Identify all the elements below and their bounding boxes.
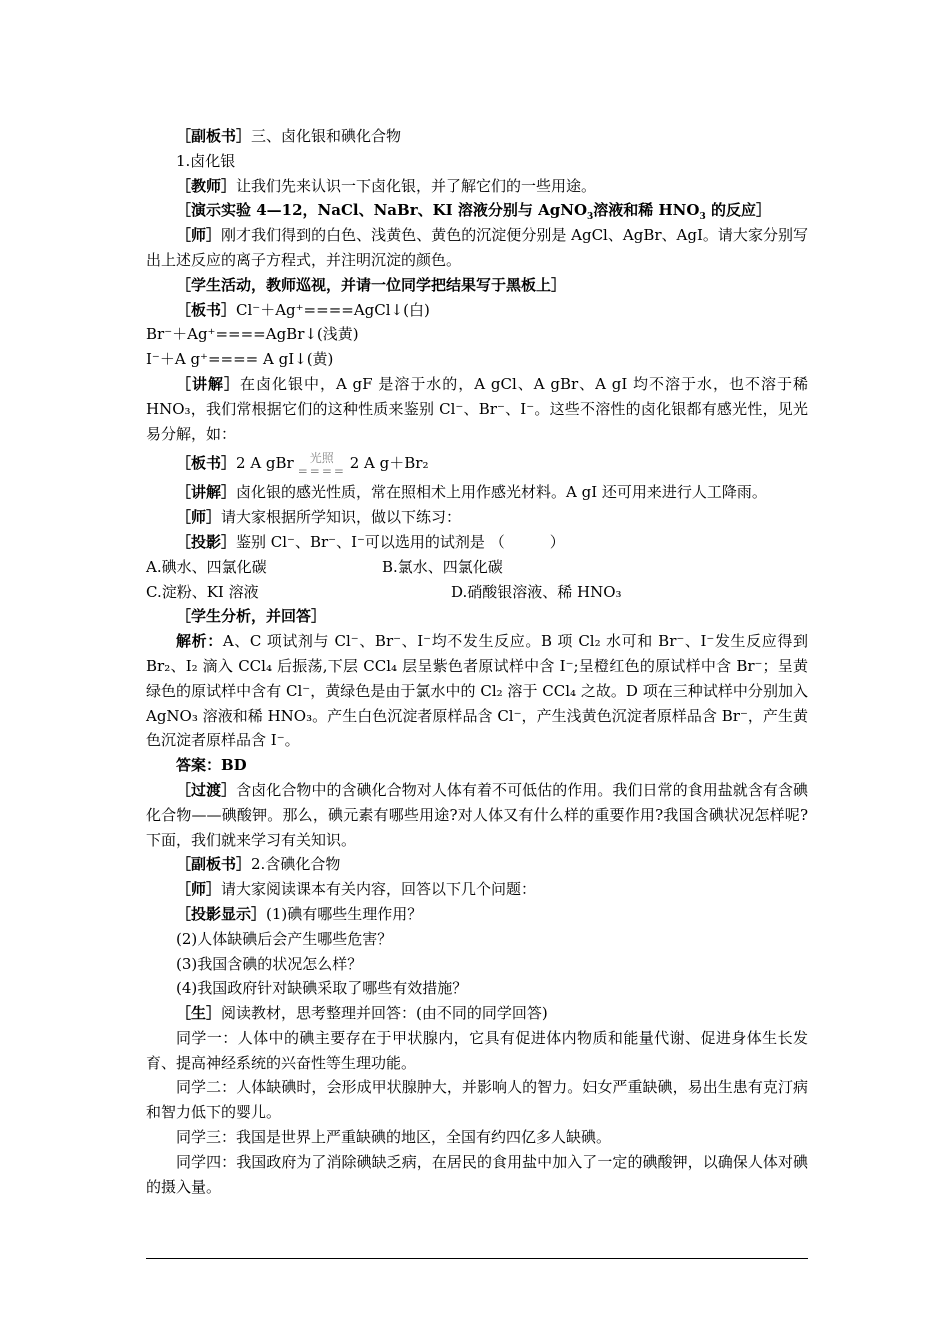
sub-board-heading: ［副板书］三、卤化银和碘化合物 <box>176 127 402 145</box>
teacher-line: ［教师］让我们先来认识一下卤化银，并了解它们的一些用途。 <box>176 176 597 195</box>
footer-rule <box>146 1258 808 1259</box>
equation-3: I⁻＋A g⁺==== A gI↓(黄) <box>146 350 334 369</box>
equation-4: ［板书］2 A gBr 光照 ==== 2 A g＋Br₂ <box>176 451 429 479</box>
student-reading: ［生］阅读教材，思考整理并回答：(由不同的同学回答) <box>176 1004 548 1023</box>
explanation-line: ［讲解］卤化银的感光性质，常在照相术上用作感光材料。A gI 还可用来进行人工降雨。 <box>176 483 767 502</box>
projection-display: ［投影显示］(1)碘有哪些生理作用？ <box>176 904 423 923</box>
analysis-paragraph: 解析：A、C 项试剂与 Cl⁻、Br⁻、I⁻均不发生反应。B 项 Cl₂ 水可和 Br⁻、I⁻发生反应得到 Br₂、I₂ 滴入 CCl₄ 后振荡,下层 CCl₄ 层呈紫色者原试样中含 I⁻;呈橙红色的原试样中含 Br⁻；呈黄绿色的原试样中含有 Cl⁻，黄绿色是由于氯水中的 Cl₂ 溶于 CCl₄ 之故。D 项在三种试样中分别加入 AgNO₃ 溶液和稀 HNO₃。产生白色沉淀者原样品含 Cl⁻，产生浅黄色沉淀者原样品含 Br⁻，产生黄色沉淀者原样品含 I⁻。 <box>146 632 808 750</box>
sub-board-heading-2: ［副板书］2.含碘化合物 <box>176 855 341 874</box>
student-answer-1: 同学一：人体中的碘主要存在于甲状腺内，它具有促进体内物质和能量代谢、促进身体生长发育、提高神经系统的兴奋性等生理功能。 <box>146 1028 808 1072</box>
student-analysis: ［学生分析，并回答］ <box>176 607 327 626</box>
teacher-exercise: ［师］请大家根据所学知识，做以下练习： <box>176 508 462 527</box>
option-a: A.碘水、四氯化碳 <box>146 557 267 576</box>
student-answer-3: 同学三：我国是世界上严重缺碘的地区，全国有约四亿多人缺碘。 <box>176 1128 612 1147</box>
student-answer-4: 同学四：我国政府为了消除碘缺乏病，在居民的食用盐中加入了一定的碘酸钾，以确保人体对碘的摄入量。 <box>146 1152 808 1196</box>
options-row-2 <box>146 580 808 605</box>
student-answer-2: 同学二：人体缺碘时，会形成甲状腺肿大，并影响人的智力。妇女严重缺碘，易出生患有克汀病和智力低下的婴儿。 <box>146 1078 808 1122</box>
option-c: C.淀粉、KI 溶液 <box>146 582 259 601</box>
equation-1: ［板书］Cl⁻＋Ag⁺====AgCl↓(白) <box>176 300 430 319</box>
teacher-reading: ［师］请大家阅读课本有关内容，回答以下几个问题： <box>176 880 537 899</box>
option-d: D.硝酸银溶液、稀 HNO₃ <box>451 582 622 601</box>
question-4: (4)我国政府针对缺碘采取了哪些有效措施？ <box>176 979 468 998</box>
equation-2: Br⁻＋Ag⁺====AgBr↓(浅黄) <box>146 325 359 344</box>
reaction-condition: 光照 ==== <box>297 451 346 479</box>
transition-paragraph: ［过渡］含卤化合物中的含碘化合物对人体有着不可低估的作用。我们日常的食用盐就含有含碘化合物——碘酸钾。那么，碘元素有哪些用途?对人体又有什么样的重要作用?我国含碘状况怎样呢?下面，我们就来学习有关知识。 <box>146 780 808 849</box>
document-body <box>146 124 808 1199</box>
section-title: 1.卤化银 <box>176 151 236 170</box>
explanation-paragraph: ［讲解］在卤化银中，A gF 是溶于水的，A gCl、A gBr、A gI 均不溶于水，也不溶于稀 HNO₃，我们常根据它们的这种性质来鉴别 Cl⁻、Br⁻、I⁻。这些不溶性的卤化银都有感光性，见光易分解，如： <box>146 374 808 443</box>
answer-line: 答案：BD <box>176 756 247 775</box>
experiment-line: ［演示实验 4—12，NaCl、NaBr、KI 溶液分别与 AgNO$_3$溶液和稀 $HNO_3$ 的反应］ <box>176 201 771 223</box>
options-row-1 <box>146 555 808 580</box>
student-activity: ［学生活动，教师巡视，并请一位同学把结果写于黑板上］ <box>176 275 567 294</box>
option-b: B.氯水、四氯化碳 <box>382 557 503 576</box>
projection-question: ［投影］鉴别 Cl⁻、Br⁻、I⁻可以选用的试剂是 （ ） <box>176 532 565 551</box>
question-2: (2)人体缺碘后会产生哪些危害？ <box>176 929 393 948</box>
teacher-paragraph: ［师］刚才我们得到的白色、浅黄色、黄色的沉淀便分别是 AgCl、AgBr、AgI。请大家分别写出上述反应的离子方程式，并注明沉淀的颜色。 <box>146 226 808 269</box>
question-3: (3)我国含碘的状况怎么样？ <box>176 954 363 973</box>
